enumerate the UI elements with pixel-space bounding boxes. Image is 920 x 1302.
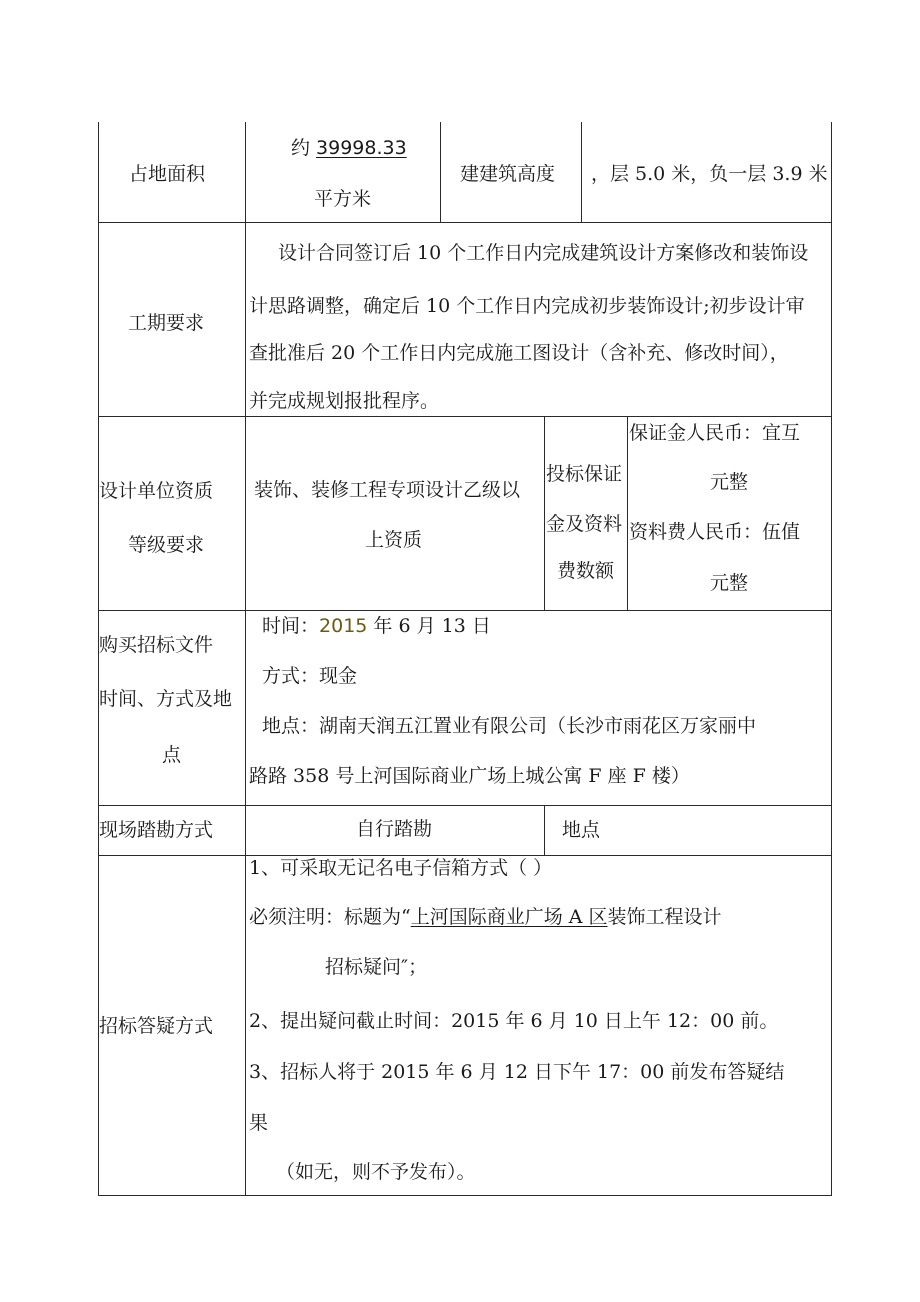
label-schedule: 工期要求 — [128, 312, 205, 334]
column-divider — [581, 122, 582, 222]
purchase-method: 方式：现金 — [262, 665, 358, 687]
site-area-number: 39998.33 — [316, 137, 407, 159]
label-bond-2: 金及资料 — [546, 513, 623, 535]
column-divider — [544, 805, 545, 855]
row-divider — [98, 416, 832, 417]
label-site-survey: 现场踏勘方式 — [99, 819, 214, 841]
purchase-time — [262, 617, 491, 636]
deposit-amount: 保证金人民币：宜互 — [629, 422, 801, 444]
qualification-text-2: 上资质 — [365, 529, 423, 551]
site-survey-value: 自行踏勘 — [356, 818, 433, 840]
qualification-text: 装饰、装修工程专项设计乙级以 — [254, 479, 521, 501]
column-divider — [544, 416, 545, 610]
qa-line-7: （如无，则不予发布）。 — [276, 1161, 476, 1183]
qa-title-prefix: 必须注明：标题为“ — [249, 906, 411, 928]
schedule-line: 设计合同签订后 10 个工作日内完成建筑设计方案修改和装饰设 — [278, 242, 809, 264]
site-area-prefix: 约 — [291, 137, 317, 159]
row-divider — [98, 855, 832, 856]
label-qa: 招标答疑方式 — [99, 1015, 214, 1037]
label-building-height: 建建筑高度 — [460, 163, 556, 185]
document-fee-unit: 元整 — [710, 572, 749, 594]
purchase-time-prefix: 时间： — [262, 615, 320, 637]
row-divider — [98, 222, 832, 223]
qa-line-4: 2、提出疑问截止时间：2015 年 6 月 10 日上午 12：00 前。 — [249, 1010, 779, 1032]
label-purchase-2: 时间、方式及地 — [99, 688, 233, 710]
schedule-line: 并完成规划报批程序。 — [249, 390, 440, 412]
purchase-time-date: 年 6 月 13 日 — [367, 615, 491, 637]
label-bond-3: 费数额 — [557, 560, 615, 582]
document-fee: 资料费人民币：伍值 — [629, 521, 801, 543]
building-height-value: ，层 5.0 米，负一层 3.9 米 — [591, 163, 828, 185]
column-divider — [245, 122, 246, 1196]
qa-line-1: 1、可采取无记名电子信箱方式（ ） — [249, 857, 553, 879]
schedule-line: 计思路调整，确定后 10 个工作日内完成初步装饰设计;初步设计审 — [249, 295, 805, 317]
qa-title-project: 上河国际商业广场 A 区 — [410, 906, 608, 928]
label-site-area: 占地面积 — [129, 163, 206, 185]
qa-line-6: 果 — [249, 1112, 269, 1134]
qa-line-2 — [249, 908, 722, 927]
purchase-place-2: 路路 358 号上河国际商业广场上城公寓 F 座 F 楼） — [249, 765, 690, 787]
schedule-line: 查批准后 20 个工作日内完成施工图设计（含补充、修改时间）， — [249, 342, 789, 364]
site-area-unit: 平方米 — [314, 188, 372, 210]
row-divider — [98, 805, 832, 806]
label-bond: 投标保证 — [546, 463, 623, 485]
site-area-value — [291, 139, 407, 158]
label-qualification-2: 等级要求 — [128, 534, 205, 556]
column-divider — [440, 122, 441, 222]
qa-line-3: 招标疑问″； — [325, 956, 428, 978]
qa-title-suffix: 装饰工程设计 — [607, 906, 722, 928]
label-qualification: 设计单位资质 — [99, 480, 214, 502]
deposit-amount-unit: 元整 — [710, 471, 749, 493]
purchase-time-year: 2015 — [319, 615, 368, 637]
qa-line-5: 3、招标人将于 2015 年 6 月 12 日下午 17：00 前发布答疑结 — [249, 1061, 785, 1083]
label-purchase-3: 点 — [162, 744, 182, 766]
label-purchase: 购买招标文件 — [99, 634, 214, 656]
label-survey-place: 地点 — [562, 819, 601, 841]
column-divider — [627, 416, 628, 610]
purchase-place: 地点：湖南天润五江置业有限公司（长沙市雨花区万家丽中 — [262, 715, 757, 737]
row-divider — [98, 610, 832, 611]
